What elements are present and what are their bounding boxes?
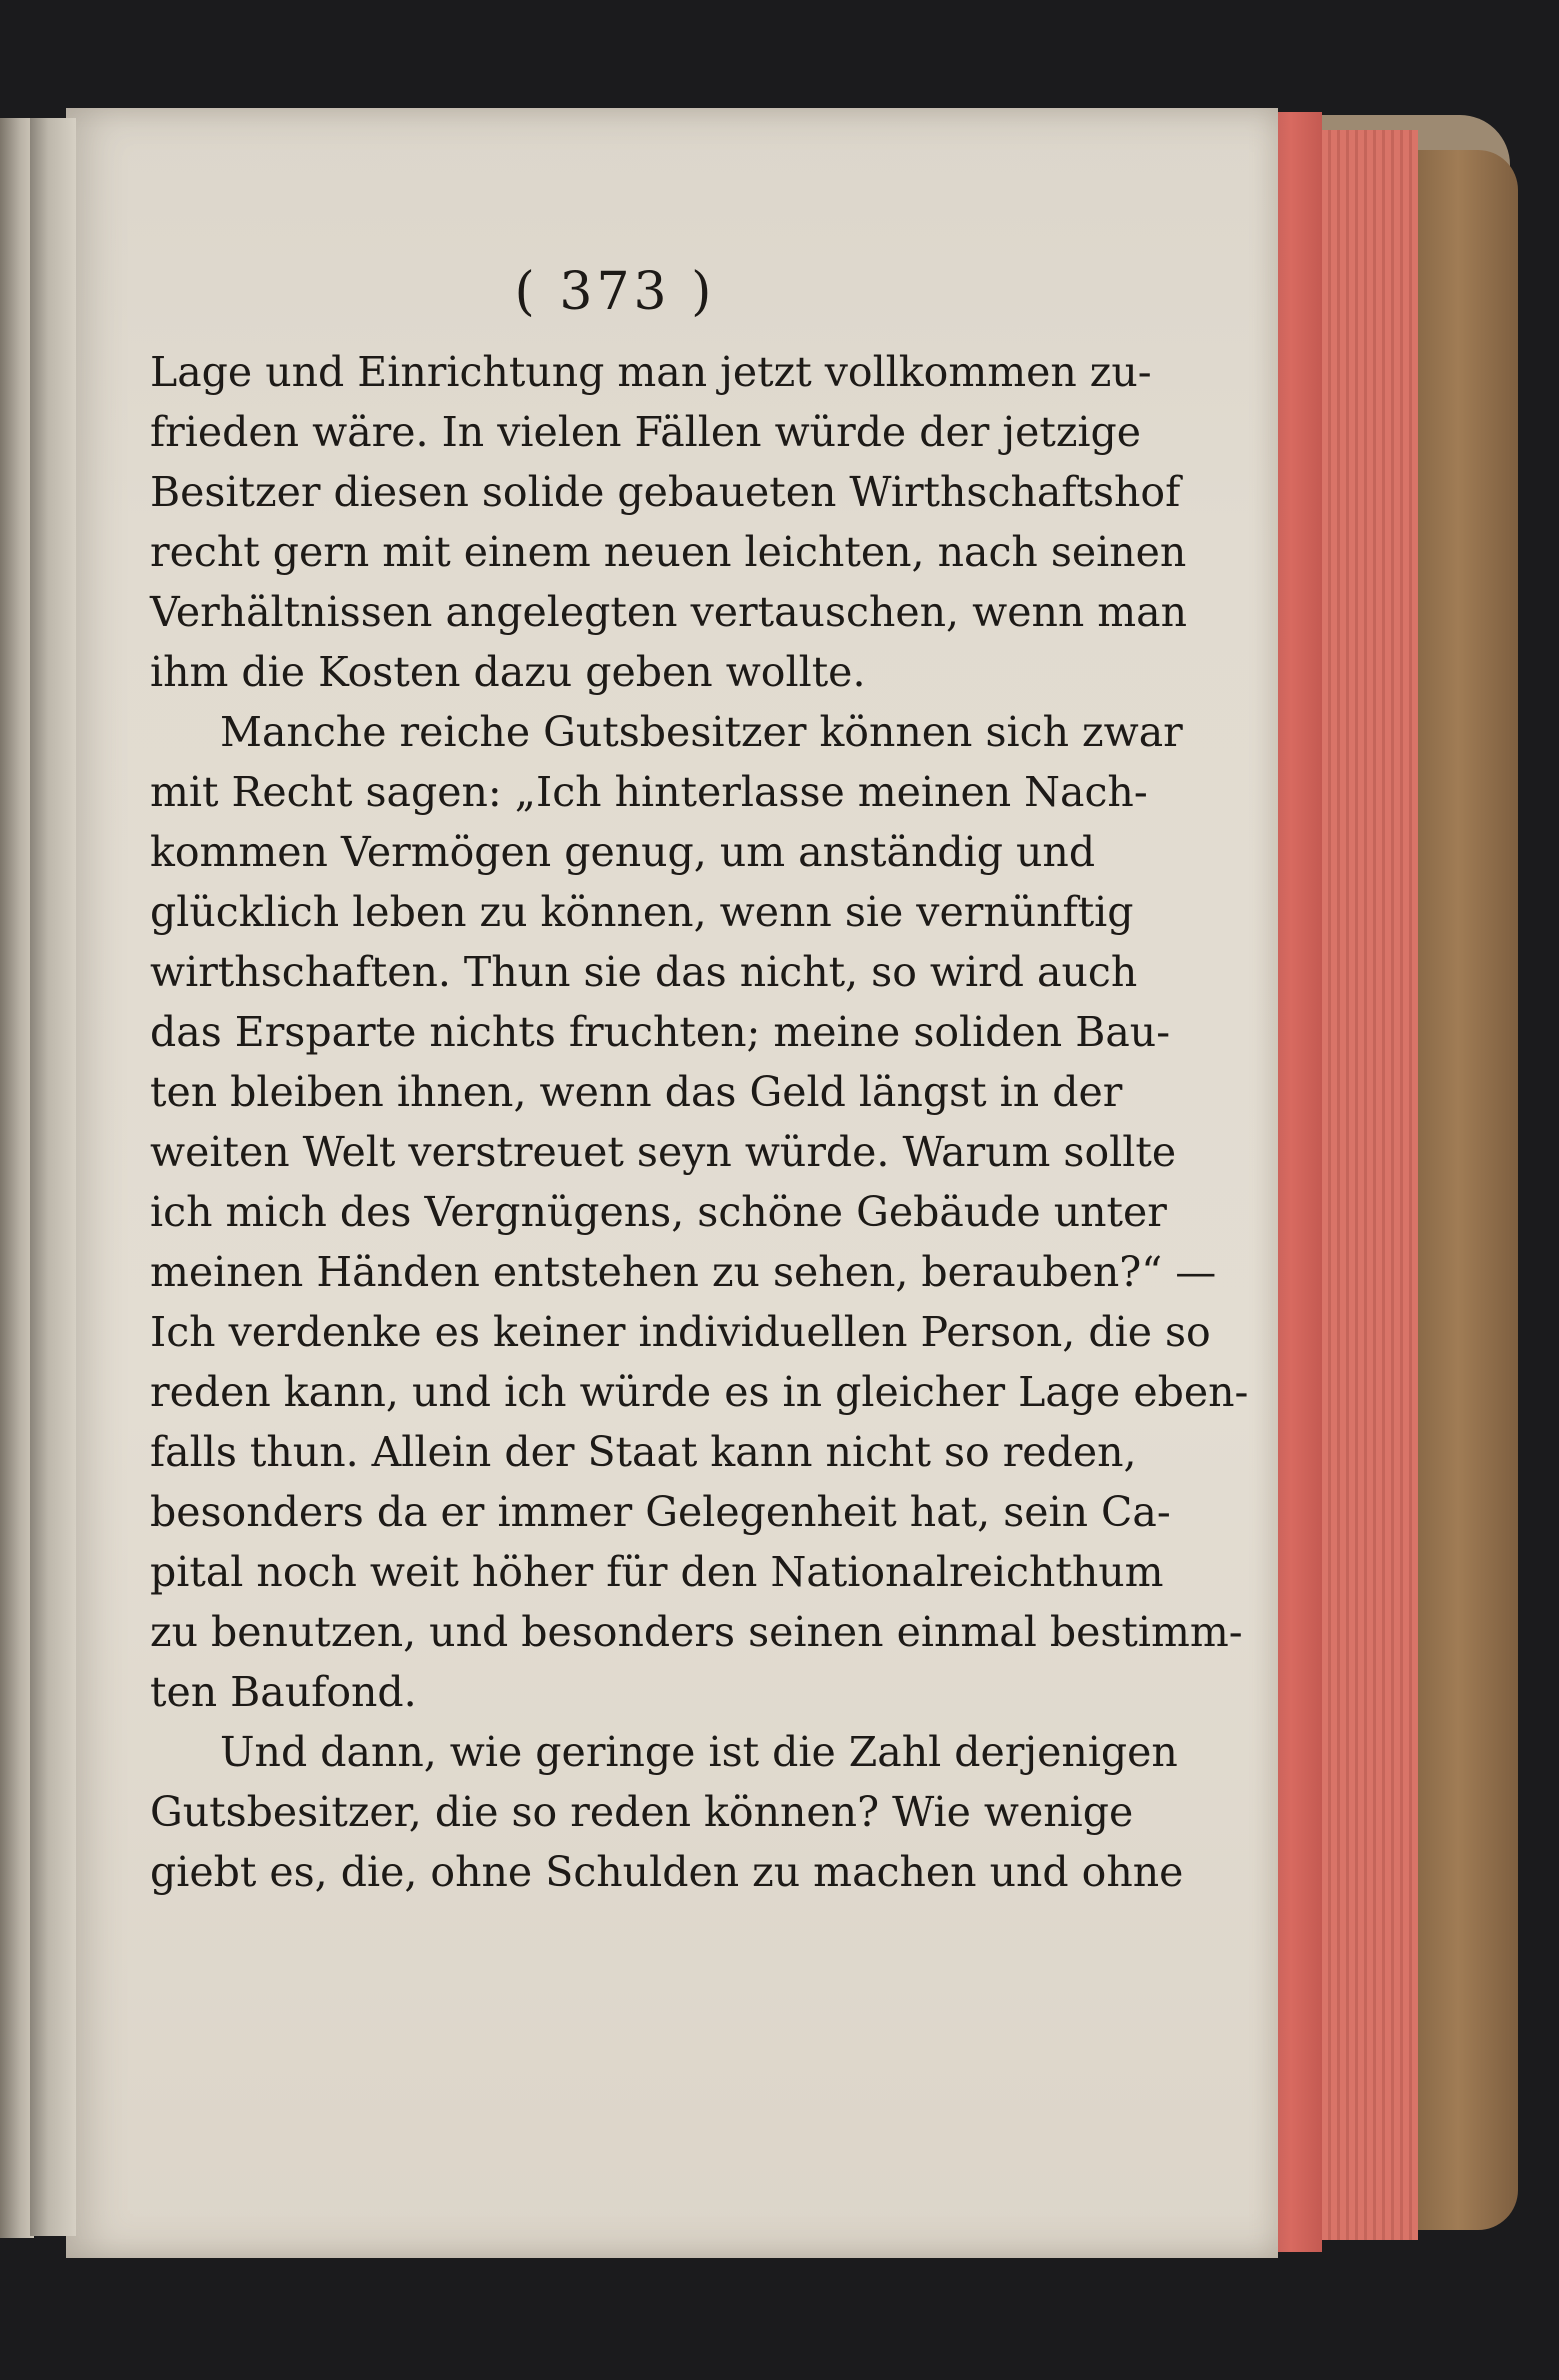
- text-line: Verhältnissen angelegten vertauschen, wenn man: [150, 588, 1188, 636]
- gutter: [30, 118, 76, 2236]
- text-line: Gutsbesitzer, die so reden können? Wie wenige: [150, 1788, 1134, 1836]
- text-line: Lage und Einrichtung man jetzt vollkommen zu-: [150, 348, 1152, 396]
- text-line: pital noch weit höher für den Nationalreichthum: [150, 1548, 1164, 1596]
- text-line: mit Recht sagen: „Ich hinterlasse meinen Nach-: [150, 768, 1148, 816]
- text-line: ihm die Kosten dazu geben wollte.: [150, 648, 866, 696]
- book-cover-edge: [1418, 150, 1518, 2230]
- text-line: weiten Welt verstreuet seyn würde. Warum sollte: [150, 1128, 1177, 1176]
- text-line: ten bleiben ihnen, wenn das Geld längst in der: [150, 1068, 1123, 1116]
- text-line: Ich verdenke es keiner individuellen Person, die so: [150, 1308, 1211, 1356]
- text-line: Und dann, wie geringe ist die Zahl derjenigen: [220, 1728, 1178, 1776]
- text-line: glücklich leben zu können, wenn sie vernünftig: [150, 888, 1134, 936]
- text-line: ich mich des Vergnügens, schöne Gebäude unter: [150, 1188, 1167, 1236]
- text-line: das Ersparte nichts fruchten; meine soliden Bau-: [150, 1008, 1171, 1056]
- text-line: ten Baufond.: [150, 1668, 417, 1716]
- text-line: zu benutzen, und besonders seinen einmal bestimm-: [150, 1608, 1243, 1656]
- text-line: besonders da er immer Gelegenheit hat, sein Ca-: [150, 1488, 1171, 1536]
- page-number: ( 373 ): [514, 262, 716, 322]
- page-block-edges: [1322, 130, 1418, 2240]
- text-line: giebt es, die, ohne Schulden zu machen und ohne: [150, 1848, 1184, 1896]
- text-line: falls thun. Allein der Staat kann nicht so reden,: [150, 1428, 1137, 1476]
- text-line: frieden wäre. In vielen Fällen würde der jetzige: [150, 408, 1142, 456]
- text-line: wirthschaften. Thun sie das nicht, so wird auch: [150, 948, 1138, 996]
- text-line: kommen Vermögen genug, um anständig und: [150, 828, 1096, 876]
- left-page-edge: [0, 118, 34, 2238]
- text-line: Besitzer diesen solide gebaueten Wirthschaftshof: [150, 468, 1181, 516]
- text-line: meinen Händen entstehen zu sehen, berauben?“ —: [150, 1248, 1217, 1296]
- text-line: reden kann, und ich würde es in gleicher Lage eben-: [150, 1368, 1249, 1416]
- text-line: recht gern mit einem neuen leichten, nach seinen: [150, 528, 1187, 576]
- text-line: Manche reiche Gutsbesitzer können sich zwar: [220, 708, 1183, 756]
